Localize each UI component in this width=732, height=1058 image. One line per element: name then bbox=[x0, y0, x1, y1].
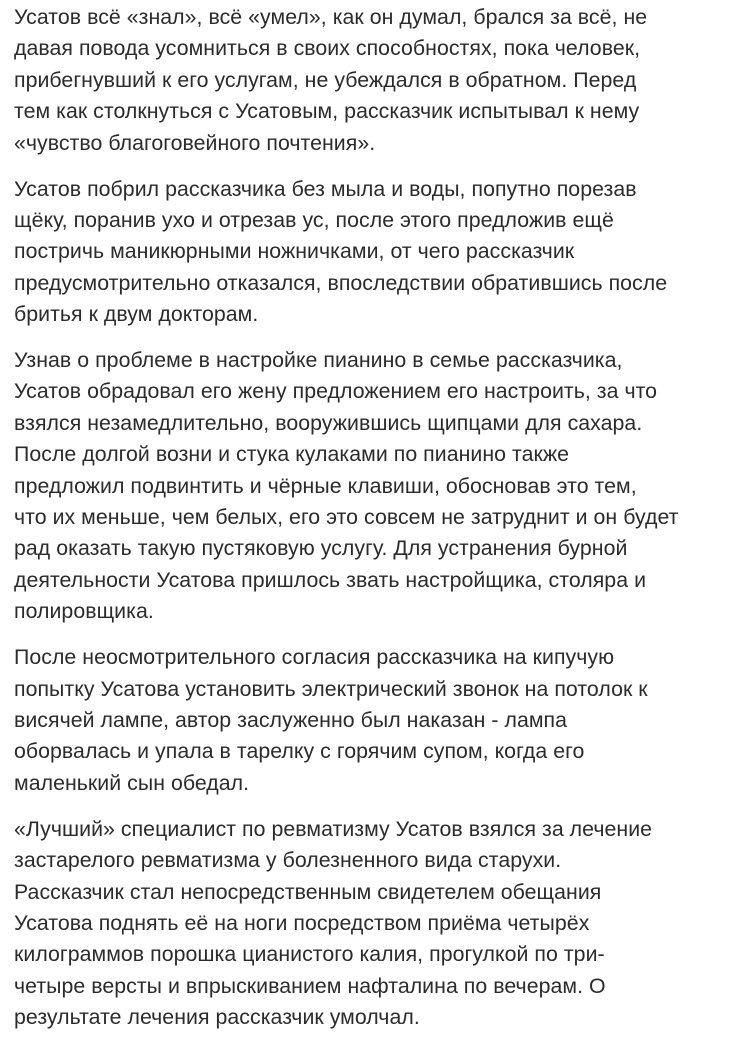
text-line: «чувство благоговейного почтения». bbox=[14, 130, 376, 155]
text-line: Усатов обрадовал его жену предложением его настроить, за что bbox=[14, 379, 658, 404]
text-line: постричь маникюрными ножничками, от чего рассказчик bbox=[14, 239, 575, 264]
text-line: После неосмотрительного согласия рассказчика на кипучую bbox=[14, 645, 615, 670]
text-line: оборвалась и упала в тарелку с горячим супом, когда его bbox=[14, 739, 585, 764]
paragraph-2 bbox=[14, 174, 720, 331]
text-line: что их меньше, чем белых, его это совсем не затруднит и он будет bbox=[14, 505, 679, 530]
text-line: Рассказчик стал непосредственным свидетелем обещания bbox=[14, 879, 602, 904]
paragraph-4 bbox=[14, 642, 720, 799]
text-line: Усатова поднять её на ноги посредством приёма четырёх bbox=[14, 910, 590, 935]
text-line: висячей лампе, автор заслуженно был наказан - лампа bbox=[14, 707, 568, 732]
paragraph-1 bbox=[14, 2, 720, 159]
text-line: рад оказать такую пустяковую услугу. Для устранения бурной bbox=[14, 536, 628, 561]
text-line: «Лучший» специалист по ревматизму Усатов взялся за лечение bbox=[14, 816, 653, 841]
text-line: килограммов порошка цианистого калия, прогулкой по три- bbox=[14, 942, 605, 967]
text-line: прибегнувший к его услугам, не убеждался в обратном. Перед bbox=[14, 67, 637, 92]
text-line: щёку, поранив ухо и отрезав ус, после этого предложив ещё bbox=[14, 207, 614, 232]
text-line: предусмотрительно отказался, впоследствии обратившись после bbox=[14, 270, 668, 295]
text-line: попытку Усатова установить электрический звонок на потолок к bbox=[14, 676, 648, 701]
text-line: Усатов всё «знал», всё «умел», как он думал, брался за всё, не bbox=[14, 5, 648, 29]
text-line: застарелого ревматизма у болезненного вида старухи. bbox=[14, 848, 562, 873]
text-line: деятельности Усатова пришлось звать настройщика, столяра и bbox=[14, 567, 647, 592]
paragraph-5 bbox=[14, 814, 720, 1034]
paragraph-3 bbox=[14, 345, 720, 628]
text-line: тем как столкнуться с Усатовым, рассказчик испытывал к нему bbox=[14, 99, 640, 124]
text-line: маленький сын обедал. bbox=[14, 770, 250, 795]
text-line: давая повода усомниться в своих способностях, пока человек, bbox=[14, 36, 641, 61]
text-line: После долгой возни и стука кулаками по пианино также bbox=[14, 442, 570, 467]
text-line: бритья к двум докторам. bbox=[14, 302, 259, 327]
text-line: Усатов побрил рассказчика без мыла и воды, попутно порезав bbox=[14, 176, 637, 201]
text-line: Узнав о проблеме в настройке пианино в семье рассказчика, bbox=[14, 348, 623, 373]
text-line: результате лечения рассказчик умолчал. bbox=[14, 1005, 420, 1030]
text-line: четыре версты и впрыскиванием нафталина по вечерам. О bbox=[14, 973, 606, 998]
text-line: полировщика. bbox=[14, 599, 154, 624]
text-line: предложил подвинтить и чёрные клавиши, обосновав это тем, bbox=[14, 473, 637, 498]
article-text bbox=[14, 2, 720, 1048]
text-line: взялся незамедлительно, вооружившись щипцами для сахара. bbox=[14, 410, 643, 435]
